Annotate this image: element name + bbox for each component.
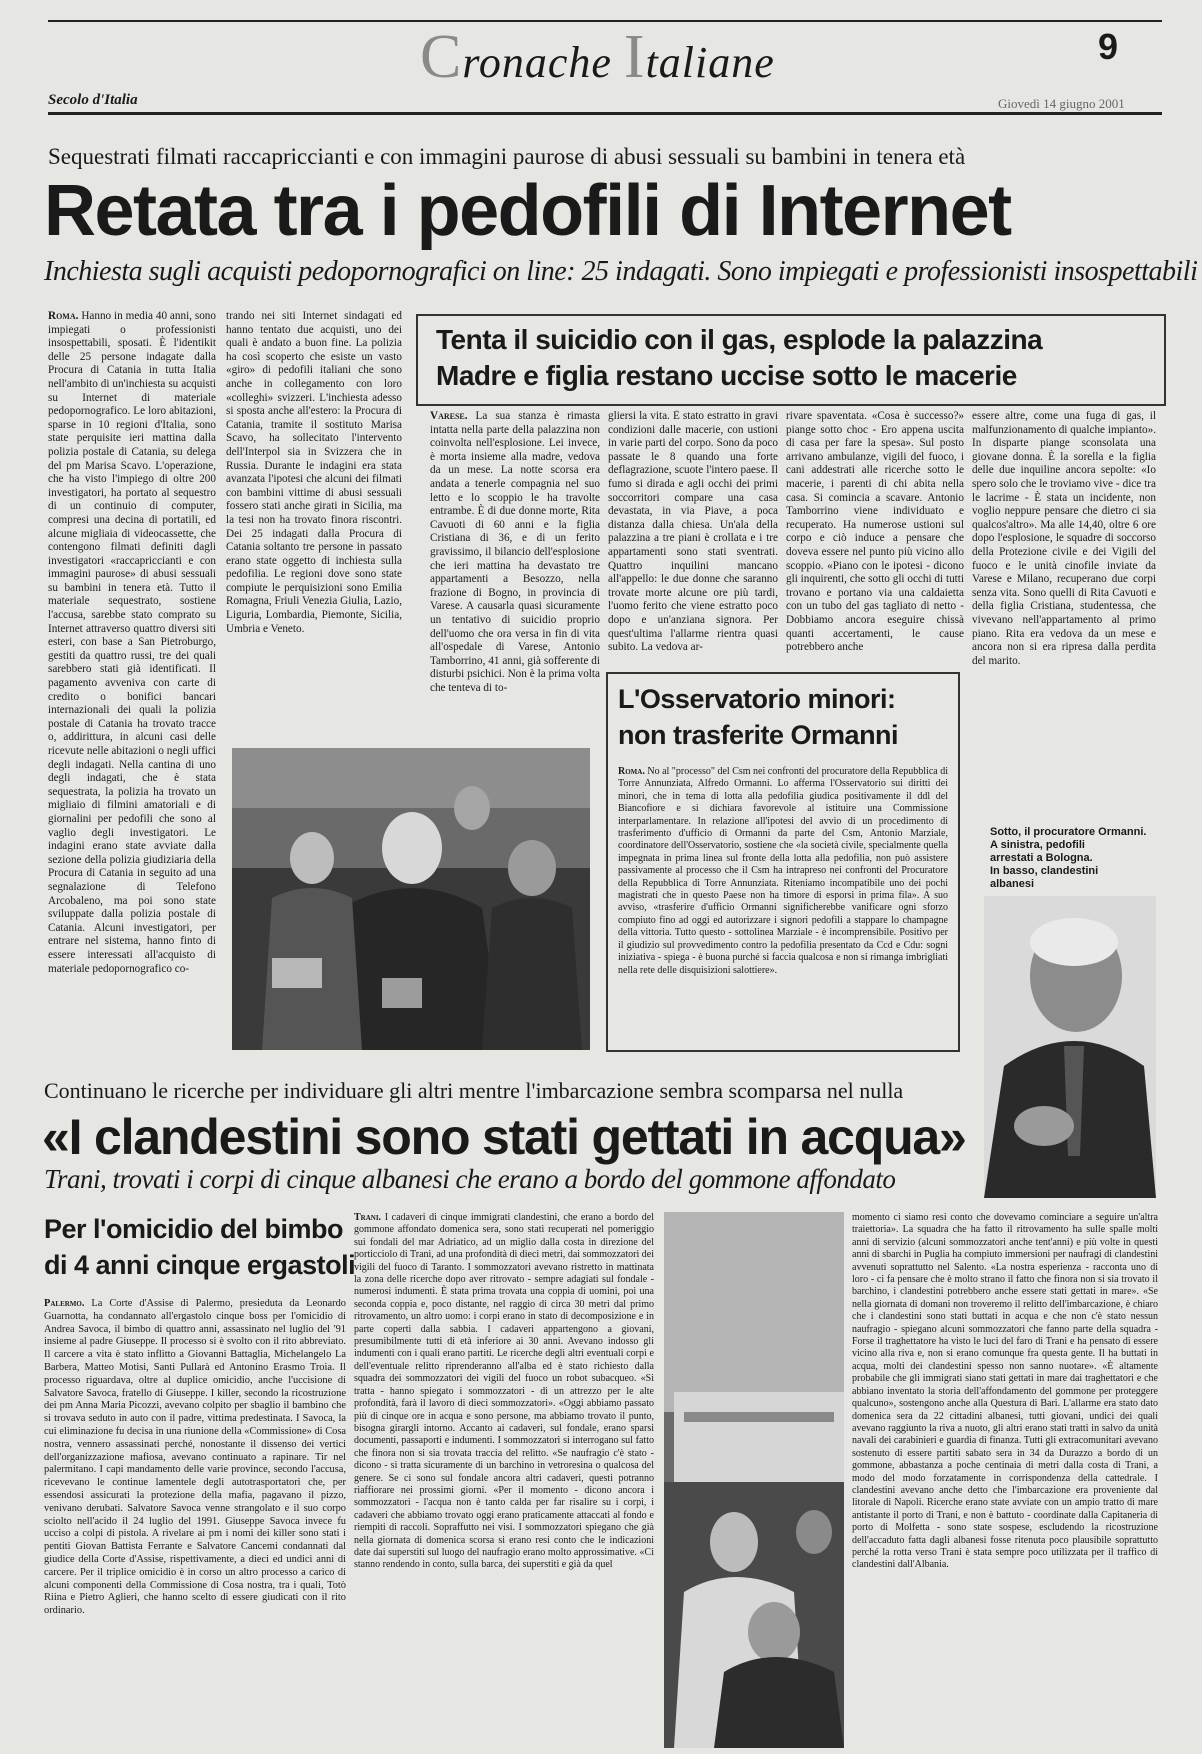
story2-headline-box xyxy=(416,314,1166,406)
story1-deck: Inchiesta sugli acquisti pedopornografici on line: 25 indagati. Sono impiegati e professionisti insospettabili xyxy=(44,256,1198,287)
story2-headline-2: Madre e figlia restano uccise sotto le macerie xyxy=(436,360,1017,391)
story4-headline: «I clandestini sono stati gettati in acqua» xyxy=(42,1109,966,1165)
caption-line-2: A sinistra, pedofili xyxy=(990,839,1085,851)
issue-date: Giovedì 14 giugno 2001 xyxy=(998,96,1125,111)
story2-headline-1: Tenta il suicidio con il gas, esplode la palazzina xyxy=(436,324,1043,355)
story4-col2-text: momento ci siamo resi conto che dovevamo cominciare a seguire un'altra traiettoria». La squadra che ha fatto il ritrovamento ha sulle spalle molti anni di servizio (alcuni sommozzatori anche tent'anni) e più volte in questi anni di sbarchi in Puglia ha compiuto immersioni per naufragi di clandestini avvenuti soprattutto nel Salento. «La nostra esperienza - racconta uno di loro - ci fa pensare che è molto strano il fatto che finora non si sia trovato il barchino, i clandestini potrebbero anche essere stati gettati in mare». «Se nella giornata di domani non troveremo il relitto dell'imbarcazione, è chiaro che i clandestini sono stati buttati in acqua e che non c'è stato nessun naufragio - spiegano alcuni sommozzatori che fanno parte della squadra - Forse il traghettatore ha visto le luci del faro di Trani e ha pensato di essere vicino alla riva e, non si erano comunque fra questa gente. Il ha buttati in acqua, molti dei clandestini spesso non sanno nuotare». «È altamente probabile che gli immigrati siano stati gettati in mare dai traghettatori e che abbiano inventato la storia dell'affondamento del gommone per proteggere qualcuno», sostengono anche alla Questura di Bari. L'allarme era stato dato domenica sera da 22 cittadini albanesi, tutti giovani, undici dei quali avevano raggiunto la riva a nuoto, gli altri erano stati tratti in salvo da unità navali dei carabinieri e guardia di finanza. Tutti gli extracomunitari avevano sostenuto di essere partiti sabato sera in 34 da Durazzo a bordo di un gommone, abbastanza a poche centinaia di metri dalla costa di Trani, a modo del modo forzatamente in corrispondenza della cattedrale. I clandestini avevano anche detto che l'imbarcazione era proveniente dal litorale di Napoli. Ricerche erano state avviate con un ampio tratto di mare antistante il porto di Trani, e non è battuto - coordinate dalla Capitaneria di porto di Molfetta - sono state sospese, escludendo la ricostruzione dell'accaduto fatta dagli albanesi fosse ritenuta poco plausibile soprattutto perché la rotta verso Trani è stata sempre poco utilizzata per il traffico di clandestini dall'Albania. xyxy=(852,1212,1158,1571)
section-title-part1: ronache xyxy=(462,38,624,87)
masthead-bottom-rule xyxy=(48,112,1162,115)
story2-col1-text: La sua stanza è rimasta intatta nella parte della palazzina non coinvolta nell'esplosione. Lei invece, è morta insieme alla madre, vedova da un mese. La notte scorsa era andata a tenerle compagnia nel suo letto e lo scoppio le ha travolte entrambe. È di due donne morte, Rita Cavuoti di 60 anni e la figlia Cristiana di 36, e di un ferito gravissimo, il bilancio dell'esplosione che ieri mattina ha devastato tre appartamenti a Besozzo, nella frazione di Bogno, in provincia di Varese. A causarla quasi sicuramente un tentativo di suicidio proprio dell'uomo che ora versa in fin di vita all'ospedale di Varese, Antonio Tamborrino, 41 anni, già sofferente di disturbi psichici. Non è la prima volta che tenteva di to- xyxy=(430,410,600,694)
story2-column-3 xyxy=(786,410,964,660)
story5-body-text: La Corte d'Assise di Palermo, presieduta da Leonardo Guarnotta, ha condannato all'ergastolo cinque boss per l'omicidio di Andrea Savoca, il bimbo di quattro anni, assassinato nel luglio del '91 insieme al padre Giuseppe. Il processo si è svolto con il rito abbreviato. Il carcere a vita è stato inflitto a Giovanni Battaglia, Michelangelo La Barbera, Matteo Motisi, Santi Pullarà ed Antonino Erasmo Troia. Il processo riguardava, oltre al duplice omicidio, anche l'uccisione di Salvatore Savoca, fratello di Giuseppe. I killer, secondo la ricostruzione dei pm Anna Maria Picozzi, avevano colpito per sbaglio il bambino che si trovava seduto in auto con il padre, vittima predestinata. I Savoca, la cui eliminazione fu decisa in una riunione della «Commissione» di Cosa nostra, vennero assassinati perché, nonostante il dissenso dei vertici dell'organizzazione mafiosa, avevano continuato a rapinare. Tir nel palermitano. I capi mandamento delle varie province, secondo l'accusa, ricevevano le continue lamentele degli autotrasportatori che, per essendosi assicurati la protezione della mafia, pagavano il pizzo, venivano derubati. Salvatore Savoca venne strangolato e il suo corpo sciolto nell'acido il 24 luglio del 1991. Giuseppe Savoca invece fu ucciso a colpi di pistola. A rivelare ai pm i nomi dei killer sono stati i pentiti Giovan Battista Ferrante e Salvatore Cancemi condannati dal giudice della Corte d'Assise, rispettivamente, a dieci ed undici anni di carcere. Per il triplice omicidio è in corso un altro processo a carico di alcuni componenti della Commissione di Cosa nostra, tra i quali, Totò Riina e Pietro Aglieri, che hanno scelto di essere giudicati con il rito ordinario. xyxy=(44,1298,346,1617)
caption-line-1: Sotto, il procuratore Ormanni. xyxy=(990,826,1147,838)
story3-headline-2: non trasferite Ormanni xyxy=(618,720,899,750)
story5-dateline: Palermo. xyxy=(44,1298,85,1309)
story4-col1-text: I cadaveri di cinque immigrati clandestini, che erano a bordo del gommone affondato domenica sera, sono stati recuperati nel pomeriggio sui fondali del mar Adriatico, ad un miglio dalla costa in direzione del porticciolo di Trani, ad una profondità di dieci metri, dai sommozzatori dei vigili del fuoco di Taranto. I sommozzatori avevano ristretto in mattinata la zona delle ricerche dopo aver ritrovato - sempre adagiati sul fondale - numerosi indumenti. È stata prima trovata una coppia di uomini, poi una seconda coppia e, poco distante, nel raggio di circa 30 metri dal primo ritrovamento, un altro uomo: i corpi erano in stato di decomposizione e in parte coperti dalla sabbia. I cadaveri appartengono a giovani, presumibilmente tutti di età inferiore ai 30 anni. Avevano indosso gli indumenti con i quali erano partiti. Le ricerche degli altri eventuali corpi e dell'eventuale relitto riprenderanno all'alba ed è stato richiesto dalla squadra dei sommozzatori dei vigili del fuoco un robot subacqueo. «Si tratta - hanno spiegato i sommozzatori - di un attrezzo per le alte profondità, farà il lavoro di dieci sommozzatori». «Oggi abbiamo passato più di cinque ore in acqua e sono persone, ma abbiamo trovato il punto, bisogna girargli intorno. Accanto ai cadaveri, sul fondale, erano sparsi documenti, passaporti e indumenti. I sommozzatori si interrogano sul fatto che finora non si sia trovata traccia del relitto. «Se naufragio c'è stato - dicono - si tratta sicuramente di un barchino in vetroresina o qualcosa del genere. Se ci sono sul fondale ancora altri cadaveri, questi potranno riaffiorare nei prossimi giorni. «Per il momento - dicono ancora i sommozzatori - l'acqua non è tanto calda per far risalire su i corpi, i cadaveri che abbiamo trovato oggi erano praticamente attaccati al fondo e riempiti di raccoli. Sopraffutto nei visi. I sommozzatori spiegano che già nella giornata di domenica scorsa si erano resi conto che le indicazioni date dai superstiti sul luogo del naufragio erano molto approssimative. «Ci stanno rendendo in conto, sulla barca, dei superstiti e già da quel xyxy=(354,1212,654,1571)
page-number: 9 xyxy=(1098,26,1119,67)
masthead xyxy=(0,12,1202,91)
story1-headline: Retata tra i pedofili di Internet xyxy=(44,171,1011,251)
section-title-initial-c: C xyxy=(420,23,463,91)
story2-col4-text: essere altre, come una fuga di gas, il malfunzionamento di qualche impianto». In disparte piange sconsolata una giovane donna. È la sorella e la figlia delle due inquiline ancora sepolte: «Io spero solo che le troviamo vive - dice tra le lacrime - È stata un incidente, non voglio neppure pensare che dietro ci sia qualcos'altro». Ma alle 14,40, oltre 6 ore dopo l'esplosione, le squadre di soccorso della Protezione civile e dei Vigili del fuoco e le unità cinofile inviate da Varese e Milano, recuperano due corpi senza vita. Sono quelli di Rita Cavuoti e della figlia Cristiana, studentessa, che vivevano nell'appartamento al primo piano. Rita era vedova da un mese e ancora non si era ripresa dalla perdita del marito. xyxy=(972,410,1156,667)
story2-col2-text: gliersi la vita. È stato estratto in gravi condizioni dalle macerie, con ustioni in varie parti del corpo. Sono da poco passate le 8 quando una forte deflagrazione, scuote l'intero paese. Il fumo si dirada e agli occhi dei primi soccorritori compare una casa devastata, in via Piave, a poca distanza dalla chiesa. Un'ala della palazzina a tre piani è crollata e i tre appartamenti sono stati sventrati. Quattro inquilini mancano all'appello: le due donne che saranno trovate morte alcune ore più tardi, l'uomo ferito che viene estratto poco dopo e un'anziana signora. Per quest'ultima l'allarme rientra quasi subito. La vedova ar- xyxy=(608,410,778,654)
story5-headline-2: di 4 anni cinque ergastoli xyxy=(44,1250,356,1280)
story1-dateline: Roma. xyxy=(48,310,79,322)
story3-box xyxy=(606,672,960,1052)
story4-kicker: Continuano le ricerche per individuare gli altri mentre l'imbarcazione sembra scomparsa nel nulla xyxy=(44,1078,904,1103)
section-title-initial-i: I xyxy=(623,23,646,91)
story4-dateline: Trani. xyxy=(354,1212,382,1223)
story2-col3-text: rivare spaventata. «Cosa è successo?» piange sotto choc - Ero appena uscita di casa per fare la spesa». Sul posto arrivano ambulanze, vigili del fuoco, i cani addestrati alle ricerche sotto le macerie, i parenti di chi abita nella casa. Si comincia a scavare. Antonio Tamborrino viene individuato e recuperato. Ha numerose ustioni sul corpo e ciò induce a pensare che doveva essere nel punto più vicino allo scoppio. «Piano con le ipotesi - dicono gli inquirenti, che sotto gli occhi di tutti trovano e portano via una caldaietta con un tubo del gas tagliato di netto - Dobbiamo ancora eseguire chissà quanti accertamenti, le cause potrebbero anche xyxy=(786,410,964,654)
photo-clandestini-albanesi xyxy=(664,1212,844,1748)
story1-column-1 xyxy=(48,310,216,1056)
photo-caption xyxy=(990,826,1158,891)
photo-procuratore-ormanni-image xyxy=(984,896,1156,1198)
story4-column-2 xyxy=(852,1212,1158,1748)
story3-body-text: No al "processo" del Csm nei confronti del procuratore della Repubblica di Torre Annunziata, Alfredo Ormanni. Lo afferma l'Osservatorio sui diritti dei minori, che in tema di lotta alla pedofilia giudica positivamente il ddl del Biancofiore e si dichiara favorevole al istituire una Commissione interparlamentare. In relazione all'ipotesi del avvio di un procedimento di trasferimento d'ufficio di Ormanni da parte del Csm, Antonio Marziale, coordinatore dell'Osservatorio, sostiene che «la società civile, specialmente quella impegnata in prima linea sul fronte della lotta alla pedofilia, non può assistere passivamente al processo che il Csm ha intrapreso nei confronti del Procuratore della Repubblica di Torre Annunziata. Riteniamo incompatibile uno dei pochi magistrati che in questo Paese non ha timore di esporsi in prima fila». A suo avviso, «trasferire d'ufficio Ormanni significherebbe vanificare ogni sforzo compiuto fino ad oggi ed autorizzare i signori pedofili a stappare lo champagne della vittoria. Tutto questo - sottolinea Marziale - è incomprensibile. Positivo per il giudizio sul provvedimento contro la pedofilia presentato da Ccd e Cdu: sogni iniziativa - spiega - è buona purché si faccia qualcosa e non si rimanga imbrigliati nella rete delle disquisizioni salottiere». xyxy=(618,766,948,976)
story2-column-1 xyxy=(430,410,600,728)
photo-procuratore-ormanni xyxy=(984,896,1156,1198)
newspaper-name: Secolo d'Italia xyxy=(48,92,138,108)
story1-col1-text: Hanno in media 40 anni, sono impiegati o professionisti insospettabili, sposati. È l'identikit delle 25 persone indagate dalla Procura di Catania in tutta Italia nell'ambito di un'inchiesta su acquisti su Internet di materiale pedopornografico. Le loro abitazioni, sparse in 10 regioni d'Italia, sono state perquisite ieri mattina dalla polizia postale di Catania, su delega del pm Marisa Scavo. L'operazione, che ha visto l'impiego di oltre 200 investigatori, ha portato al sequestro di un continuio di computer, compresi una decina di portatili, ed alcune migliaia di videocassette, che contengono filmati definiti dagli investigatori «raccapriccianti e con immagini paurose» di abusi sessuali su bambini in tenera età. Tutto il materiale sequestrato, sostiene l'accusa, sarebbe stato comprato su Internet attraverso quattro diversi siti esteri, con base a San Pietroburgo, gestiti da quattro russi, tre dei quali sarebbero stati già identificati. Il pagamento avveniva con carte di credito o bonifici bancari internazionali dei quali la polizia postale di Catania ha trovato tracce o, addirittura, in alcuni casi delle ricevute nelle abitazioni o negli uffici degli indagati. Nella cantina di uno degli indagati, che è stata sequestrata, la polizia ha trovato un migliaio di filmini amatoriali e di giornalini per pedofili che sono al vaglio degli investigatori. Le indagini erano state avviate dalla sezione della polizia giudiziaria della Procura di Catania in seguito ad una segnalazione di Telefono Arcobaleno, ma poi sono state sviluppate dalla polizia postale di Catania. Alcuni investigatori, per entrare nel sistema, hanno finto di essere interessati all'acquisto di materiale pedopornografico co- xyxy=(48,310,216,975)
caption-line-5: albanesi xyxy=(990,878,1035,890)
photo-clandestini-albanesi-image xyxy=(664,1212,844,1748)
story1-column-2 xyxy=(226,310,402,750)
story4-deck: Trani, trovati i corpi di cinque albanesi che erano a bordo del gommone affondato xyxy=(44,1164,896,1194)
story3-body xyxy=(618,766,948,1042)
caption-line-4: In basso, clandestini xyxy=(990,865,1099,877)
story5-headline-1: Per l'omicidio del bimbo xyxy=(44,1214,343,1244)
photo-arrests-bologna-image xyxy=(232,748,590,1050)
story1-kicker: Sequestrati filmati raccapriccianti e con immagini paurose di abusi sessuali su bambini in tenera età xyxy=(48,144,966,169)
story2-column-4 xyxy=(972,410,1156,728)
story1-col2-text: trando nei siti Internet sindagati ed hanno tentato due acquisti, uno dei quali è andato a buon fine. La polizia ha così scoperto che esiste un vasto «giro» di pedofili italiani che sono anche in collegamento con loro «colleghi» svizzeri. L'inchiesta adesso si sposta anche all'estero: la Procura di Catania, tramite il sostituto Marisa Scavo, ha sollecitato l'intervento dell'Interpol sia in Svizzera che in Russia. Durante le indagini era stata avanzata l'ipotesi che alcuni dei filmati con bambini vittime di abusi sessuali fossero stati anche girati in Sicilia, ma la tesi non ha trovato finora riscontri. Dei 25 indagati dalla Procura di Catania soltanto tre persone in passato erano state oggetto di inchiesta sulla pedofilia. Le regioni dove sono state compiute le perquisizioni sono Emilia Romagna, Friuli Venezia Giulia, Lazio, Liguria, Lombardia, Piemonte, Sicilia, Umbria e Veneto. xyxy=(226,310,402,635)
story3-headline-1: L'Osservatorio minori: xyxy=(618,684,896,714)
story5-body xyxy=(44,1298,346,1744)
photo-arrests-bologna xyxy=(232,748,590,1050)
section-title-part2: taliane xyxy=(645,38,775,87)
story4-column-1 xyxy=(354,1212,654,1748)
story2-dateline: Varese. xyxy=(430,410,468,422)
caption-line-3: arrestati a Bologna. xyxy=(990,852,1093,864)
story3-dateline: Roma. xyxy=(618,766,645,777)
section-title xyxy=(420,22,775,93)
